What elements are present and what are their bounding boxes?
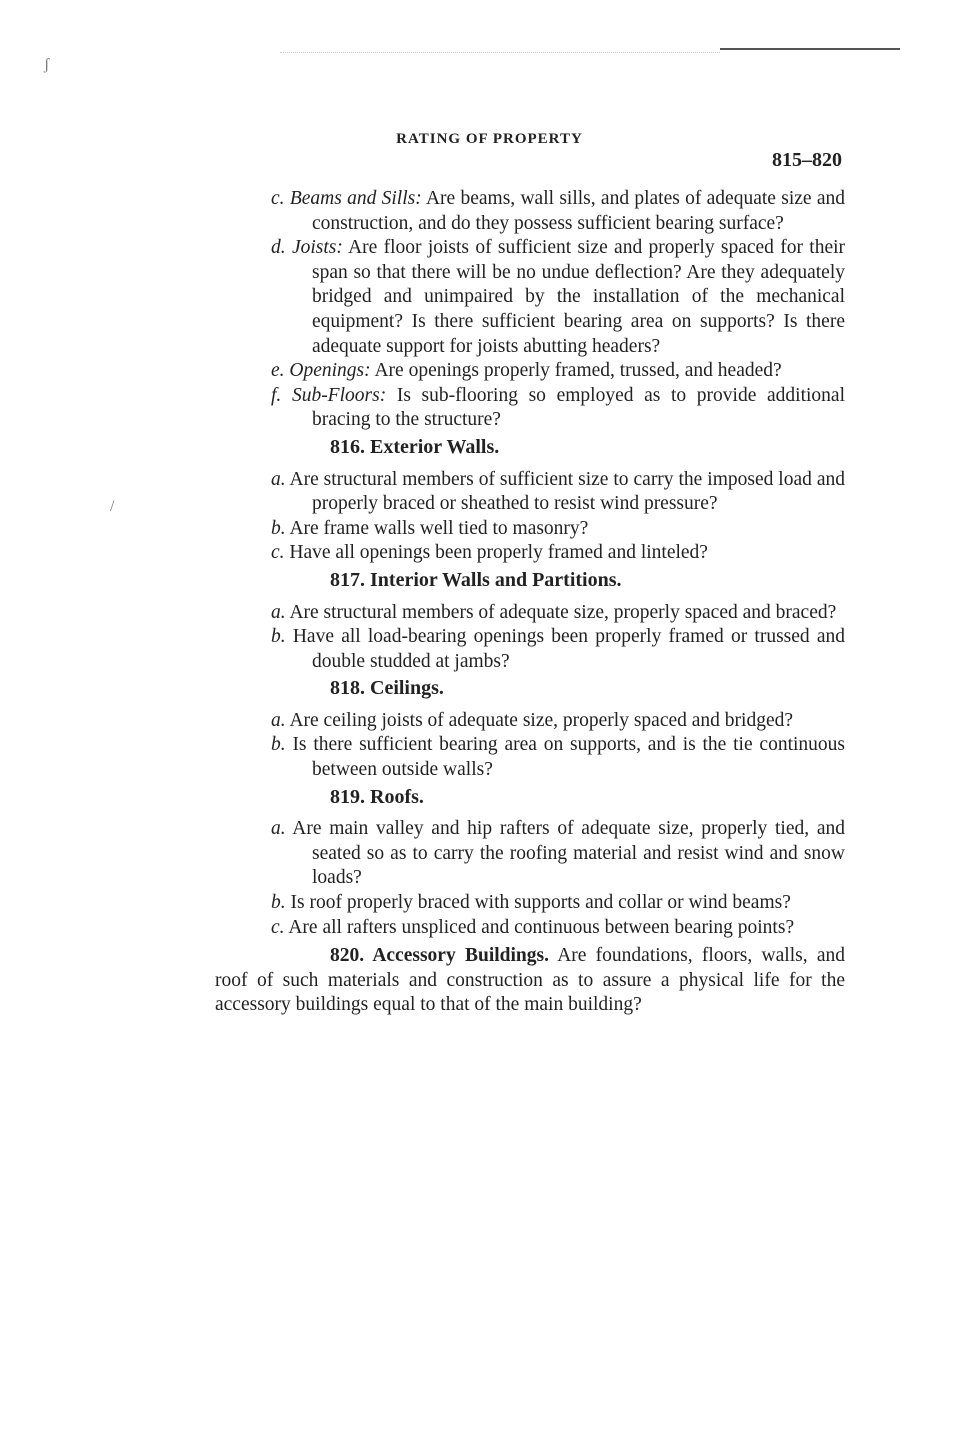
top-dotted-rule [280,52,720,53]
item-letter: f. [271,384,282,406]
list-item [215,709,845,734]
item-text: Are ceiling joists of adequate size, properly spaced and bridged? [289,709,794,731]
item-letter: b. [271,517,286,539]
item-text: Have all openings been properly framed and linteled? [289,542,708,564]
item-term: Beams and Sills: [289,188,422,209]
item-letter: b. [271,626,286,648]
item-letter: c. [271,188,285,209]
item-text: Is sub-flooring so employed as to provide additional bracing to the structure? [312,384,845,431]
section-heading-820: 820. Accessory Buildings. [330,945,549,967]
list-item [215,468,845,517]
paragraph-text: Are foundations, floors, walls, and roof of such materials and construction as to assure a physical life for the accessory buildings equal to that of the main building? [215,945,845,1016]
item-letter: a. [271,601,286,623]
item-letter: c. [271,542,285,564]
item-letter: e. [271,360,285,382]
item-letter: d. [271,237,286,259]
page-body [215,187,845,1018]
item-letter: a. [271,468,286,490]
running-head: RATING OF PROPERTY [396,131,583,147]
list-item [215,916,845,941]
item-text: Are frame walls well tied to masonry? [289,517,589,539]
list-item [215,541,845,566]
list-item [215,384,845,433]
item-text: Is there sufficient bearing area on supports, and is the tie continuous between outside walls? [292,734,846,781]
item-letter: a. [271,709,286,731]
section-heading-817: 817. Interior Walls and Partitions. [330,568,622,591]
list-item [215,517,845,542]
list-item [215,236,845,359]
item-letter: b. [271,734,286,756]
item-text: Have all load-bearing openings been properly framed or trussed and double studded at jambs? [292,626,846,672]
item-text: Are floor joists of sufficient size and properly spaced for their span so that there will be no undue deflection? Are they adequately bridged and unimpaired by the installation of the mechanical equipment? Is there sufficient bearing area on supports? Is there adequate support for joists abutting headers? [312,237,846,357]
item-term: Sub-Floors: [291,384,387,406]
item-letter: b. [271,892,286,914]
section-heading-819: 819. Roofs. [330,785,424,808]
list-item [215,891,845,916]
item-letter: a. [271,818,286,840]
margin-mark: / [110,498,115,515]
page-range: 815–820 [772,149,842,171]
section-820-paragraph [215,944,845,1018]
list-item [215,733,845,782]
list-item [215,187,845,236]
item-text: Are structural members of sufficient size to carry the imposed load and properly braced or sheathed to resist wind pressure? [289,468,845,515]
list-item [215,601,845,626]
top-rule [720,48,900,50]
section-heading-816: 816. Exterior Walls. [330,435,500,458]
item-text: Is roof properly braced with supports and collar or wind beams? [290,892,791,914]
list-item [215,359,845,384]
list-item [215,625,845,674]
margin-mark: ʃ [44,56,50,73]
item-letter: c. [271,916,285,938]
item-text: Are openings properly framed, trussed, and headed? [374,360,782,382]
item-text: Are all rafters unspliced and continuous between bearing points? [288,916,795,938]
item-term: Openings: [289,360,371,382]
list-item [215,817,845,891]
section-heading-818: 818. Ceilings. [330,677,444,700]
item-text: Are beams, wall sills, and plates of adequate size and construction, and do they possess sufficient bearing surface? [312,188,845,234]
item-text: Are structural members of adequate size, properly spaced and braced? [289,601,837,623]
item-text: Are main valley and hip rafters of adequate size, properly tied, and seated so as to carry the roofing material and resist wind and snow loads? [292,818,845,889]
item-term: Joists: [291,237,343,259]
